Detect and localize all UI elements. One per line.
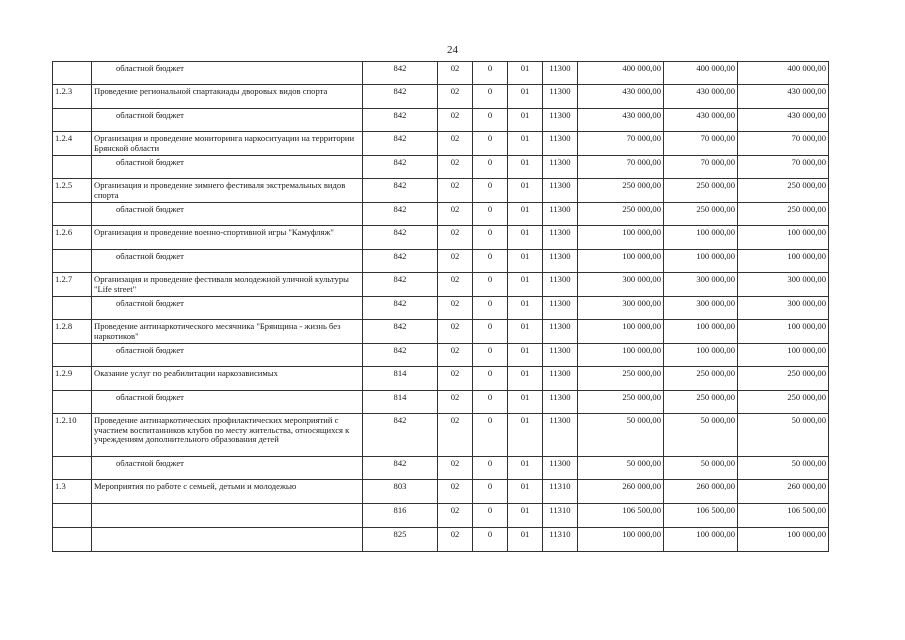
section-code: 02: [438, 391, 473, 414]
amount-year-1: 250 000,00: [578, 367, 664, 391]
budget-sub-row: [53, 297, 829, 320]
target-article: 11310: [543, 528, 578, 552]
subprogram-code: 01: [508, 203, 543, 226]
table-row: [53, 132, 829, 156]
amount-year-2: 250 000,00: [664, 179, 738, 203]
row-number: [53, 457, 92, 480]
amount-year-3: 70 000,00: [738, 132, 829, 156]
amount-year-2: 100 000,00: [664, 344, 738, 367]
row-name: областной бюджет: [92, 457, 363, 480]
admin-code: 842: [363, 203, 438, 226]
amount-year-2: 250 000,00: [664, 391, 738, 414]
subprogram-code: 01: [508, 414, 543, 457]
subsection-code: 0: [473, 226, 508, 250]
amount-year-2: 106 500,00: [664, 504, 738, 528]
section-code: 02: [438, 297, 473, 320]
table-row: [53, 480, 829, 504]
section-code: 02: [438, 226, 473, 250]
subprogram-code: 01: [508, 457, 543, 480]
budget-sub-row: [53, 250, 829, 273]
amount-year-1: 106 500,00: [578, 504, 664, 528]
row-number: 1.2.6: [53, 226, 92, 250]
section-code: 02: [438, 367, 473, 391]
amount-year-2: 50 000,00: [664, 414, 738, 457]
amount-year-1: 70 000,00: [578, 132, 664, 156]
section-code: 02: [438, 132, 473, 156]
target-article: 11300: [543, 132, 578, 156]
amount-year-3: 250 000,00: [738, 179, 829, 203]
row-number: 1.2.5: [53, 179, 92, 203]
admin-code: 842: [363, 297, 438, 320]
amount-year-1: 100 000,00: [578, 320, 664, 344]
budget-sub-row: [53, 457, 829, 480]
amount-year-1: 50 000,00: [578, 457, 664, 480]
subprogram-code: 01: [508, 344, 543, 367]
table-row: [53, 226, 829, 250]
subprogram-code: 01: [508, 132, 543, 156]
amount-year-2: 70 000,00: [664, 156, 738, 179]
row-number: [53, 344, 92, 367]
subsection-code: 0: [473, 528, 508, 552]
table-row: [53, 85, 829, 109]
amount-year-2: 100 000,00: [664, 528, 738, 552]
admin-code: 842: [363, 132, 438, 156]
table-row: [53, 528, 829, 552]
amount-year-1: 100 000,00: [578, 226, 664, 250]
amount-year-3: 250 000,00: [738, 391, 829, 414]
amount-year-1: 300 000,00: [578, 273, 664, 297]
subsection-code: 0: [473, 132, 508, 156]
target-article: 11300: [543, 297, 578, 320]
section-code: 02: [438, 156, 473, 179]
target-article: 11300: [543, 414, 578, 457]
target-article: 11300: [543, 367, 578, 391]
row-number: 1.3: [53, 480, 92, 504]
section-code: 02: [438, 273, 473, 297]
row-name: Организация и проведение зимнего фестиваля экстремальных видов спорта: [92, 179, 363, 203]
amount-year-1: 430 000,00: [578, 85, 664, 109]
target-article: 11300: [543, 179, 578, 203]
section-code: 02: [438, 344, 473, 367]
amount-year-1: 430 000,00: [578, 109, 664, 132]
row-name: областной бюджет: [92, 156, 363, 179]
row-number: [53, 156, 92, 179]
amount-year-3: 400 000,00: [738, 62, 829, 85]
amount-year-3: 300 000,00: [738, 297, 829, 320]
subprogram-code: 01: [508, 480, 543, 504]
admin-code: 842: [363, 250, 438, 273]
target-article: 11300: [543, 391, 578, 414]
target-article: 11310: [543, 504, 578, 528]
amount-year-1: 400 000,00: [578, 62, 664, 85]
amount-year-3: 250 000,00: [738, 203, 829, 226]
amount-year-2: 100 000,00: [664, 250, 738, 273]
amount-year-1: 260 000,00: [578, 480, 664, 504]
target-article: 11300: [543, 273, 578, 297]
row-name: Организация и проведение мониторинга наркоситуации на территории Брянской области: [92, 132, 363, 156]
amount-year-2: 100 000,00: [664, 320, 738, 344]
amount-year-1: 250 000,00: [578, 203, 664, 226]
admin-code: 825: [363, 528, 438, 552]
admin-code: 842: [363, 457, 438, 480]
subsection-code: 0: [473, 480, 508, 504]
admin-code: 842: [363, 414, 438, 457]
subprogram-code: 01: [508, 297, 543, 320]
admin-code: 842: [363, 320, 438, 344]
amount-year-3: 250 000,00: [738, 367, 829, 391]
section-code: 02: [438, 62, 473, 85]
row-number: 1.2.8: [53, 320, 92, 344]
amount-year-2: 300 000,00: [664, 297, 738, 320]
table-row: [53, 504, 829, 528]
amount-year-3: 50 000,00: [738, 414, 829, 457]
target-article: 11300: [543, 344, 578, 367]
subprogram-code: 01: [508, 179, 543, 203]
row-number: [53, 62, 92, 85]
row-number: 1.2.3: [53, 85, 92, 109]
row-number: [53, 297, 92, 320]
section-code: 02: [438, 414, 473, 457]
row-name: областной бюджет: [92, 203, 363, 226]
amount-year-1: 250 000,00: [578, 179, 664, 203]
amount-year-1: 100 000,00: [578, 528, 664, 552]
admin-code: 842: [363, 344, 438, 367]
subprogram-code: 01: [508, 109, 543, 132]
row-name: Мероприятия по работе с семьей, детьми и молодежью: [92, 480, 363, 504]
subprogram-code: 01: [508, 226, 543, 250]
amount-year-3: 100 000,00: [738, 320, 829, 344]
amount-year-2: 250 000,00: [664, 203, 738, 226]
subprogram-code: 01: [508, 156, 543, 179]
budget-sub-row: [53, 156, 829, 179]
table-row: [53, 414, 829, 457]
subprogram-code: 01: [508, 528, 543, 552]
budget-sub-row: [53, 391, 829, 414]
subsection-code: 0: [473, 203, 508, 226]
admin-code: 814: [363, 391, 438, 414]
subsection-code: 0: [473, 179, 508, 203]
amount-year-2: 250 000,00: [664, 367, 738, 391]
row-number: [53, 391, 92, 414]
subprogram-code: 01: [508, 273, 543, 297]
table-row: [53, 273, 829, 297]
amount-year-1: 250 000,00: [578, 391, 664, 414]
subprogram-code: 01: [508, 367, 543, 391]
admin-code: 842: [363, 179, 438, 203]
amount-year-2: 100 000,00: [664, 226, 738, 250]
row-number: 1.2.10: [53, 414, 92, 457]
row-name: [92, 528, 363, 552]
row-name: [92, 504, 363, 528]
amount-year-3: 100 000,00: [738, 226, 829, 250]
amount-year-3: 70 000,00: [738, 156, 829, 179]
amount-year-1: 50 000,00: [578, 414, 664, 457]
subprogram-code: 01: [508, 85, 543, 109]
subsection-code: 0: [473, 391, 508, 414]
section-code: 02: [438, 320, 473, 344]
target-article: 11300: [543, 109, 578, 132]
row-name: Оказание услуг по реабилитации наркозависимых: [92, 367, 363, 391]
section-code: 02: [438, 203, 473, 226]
subsection-code: 0: [473, 273, 508, 297]
target-article: 11300: [543, 62, 578, 85]
budget-sub-row: [53, 203, 829, 226]
target-article: 11300: [543, 85, 578, 109]
amount-year-2: 430 000,00: [664, 109, 738, 132]
budget-sub-row: [53, 109, 829, 132]
subprogram-code: 01: [508, 391, 543, 414]
admin-code: 814: [363, 367, 438, 391]
amount-year-1: 300 000,00: [578, 297, 664, 320]
subsection-code: 0: [473, 414, 508, 457]
admin-code: 842: [363, 85, 438, 109]
amount-year-2: 300 000,00: [664, 273, 738, 297]
section-code: 02: [438, 179, 473, 203]
row-number: [53, 250, 92, 273]
section-code: 02: [438, 504, 473, 528]
amount-year-3: 100 000,00: [738, 344, 829, 367]
row-name: Организация и проведение фестиваля молодежной уличной культуры "Life street": [92, 273, 363, 297]
row-number: [53, 528, 92, 552]
row-number: 1.2.7: [53, 273, 92, 297]
amount-year-3: 430 000,00: [738, 109, 829, 132]
section-code: 02: [438, 250, 473, 273]
subsection-code: 0: [473, 297, 508, 320]
section-code: 02: [438, 109, 473, 132]
subprogram-code: 01: [508, 250, 543, 273]
row-name: Проведение региональной спартакиады дворовых видов спорта: [92, 85, 363, 109]
row-number: 1.2.4: [53, 132, 92, 156]
section-code: 02: [438, 480, 473, 504]
amount-year-2: 260 000,00: [664, 480, 738, 504]
row-name: областной бюджет: [92, 344, 363, 367]
amount-year-3: 106 500,00: [738, 504, 829, 528]
subsection-code: 0: [473, 504, 508, 528]
row-name: областной бюджет: [92, 62, 363, 85]
target-article: 11300: [543, 250, 578, 273]
row-name: областной бюджет: [92, 109, 363, 132]
section-code: 02: [438, 85, 473, 109]
row-name: областной бюджет: [92, 297, 363, 320]
target-article: 11300: [543, 156, 578, 179]
amount-year-3: 100 000,00: [738, 528, 829, 552]
row-name: Организация и проведение военно-спортивной игры "Камуфляж": [92, 226, 363, 250]
admin-code: 842: [363, 62, 438, 85]
target-article: 11310: [543, 480, 578, 504]
amount-year-2: 50 000,00: [664, 457, 738, 480]
target-article: 11300: [543, 320, 578, 344]
row-number: [53, 203, 92, 226]
admin-code: 842: [363, 156, 438, 179]
row-name: областной бюджет: [92, 250, 363, 273]
target-article: 11300: [543, 203, 578, 226]
subsection-code: 0: [473, 156, 508, 179]
amount-year-1: 70 000,00: [578, 156, 664, 179]
amount-year-3: 430 000,00: [738, 85, 829, 109]
amount-year-3: 50 000,00: [738, 457, 829, 480]
admin-code: 816: [363, 504, 438, 528]
table-row: [53, 367, 829, 391]
row-name: Проведение антинаркотического месячника "Брянщина - жизнь без наркотиков": [92, 320, 363, 344]
subsection-code: 0: [473, 367, 508, 391]
amount-year-1: 100 000,00: [578, 344, 664, 367]
admin-code: 803: [363, 480, 438, 504]
admin-code: 842: [363, 109, 438, 132]
row-number: 1.2.9: [53, 367, 92, 391]
row-number: [53, 109, 92, 132]
subsection-code: 0: [473, 85, 508, 109]
admin-code: 842: [363, 226, 438, 250]
section-code: 02: [438, 528, 473, 552]
admin-code: 842: [363, 273, 438, 297]
subprogram-code: 01: [508, 504, 543, 528]
row-number: [53, 504, 92, 528]
subsection-code: 0: [473, 62, 508, 85]
amount-year-2: 400 000,00: [664, 62, 738, 85]
amount-year-2: 430 000,00: [664, 85, 738, 109]
subsection-code: 0: [473, 457, 508, 480]
budget-table: [52, 61, 829, 552]
section-code: 02: [438, 457, 473, 480]
amount-year-3: 100 000,00: [738, 250, 829, 273]
amount-year-3: 300 000,00: [738, 273, 829, 297]
subsection-code: 0: [473, 109, 508, 132]
budget-sub-row: [53, 62, 829, 85]
subsection-code: 0: [473, 320, 508, 344]
row-name: областной бюджет: [92, 391, 363, 414]
page-number: 24: [447, 44, 458, 56]
amount-year-2: 70 000,00: [664, 132, 738, 156]
budget-sub-row: [53, 344, 829, 367]
subprogram-code: 01: [508, 62, 543, 85]
target-article: 11300: [543, 226, 578, 250]
subsection-code: 0: [473, 250, 508, 273]
table-row: [53, 179, 829, 203]
row-name: Проведение антинаркотических профилактических мероприятий с участием воспитанников клубов по месту жительства, относящихся к учреждениям дополнительного образования детей: [92, 414, 363, 457]
subsection-code: 0: [473, 344, 508, 367]
amount-year-1: 100 000,00: [578, 250, 664, 273]
table-row: [53, 320, 829, 344]
subprogram-code: 01: [508, 320, 543, 344]
target-article: 11300: [543, 457, 578, 480]
amount-year-3: 260 000,00: [738, 480, 829, 504]
